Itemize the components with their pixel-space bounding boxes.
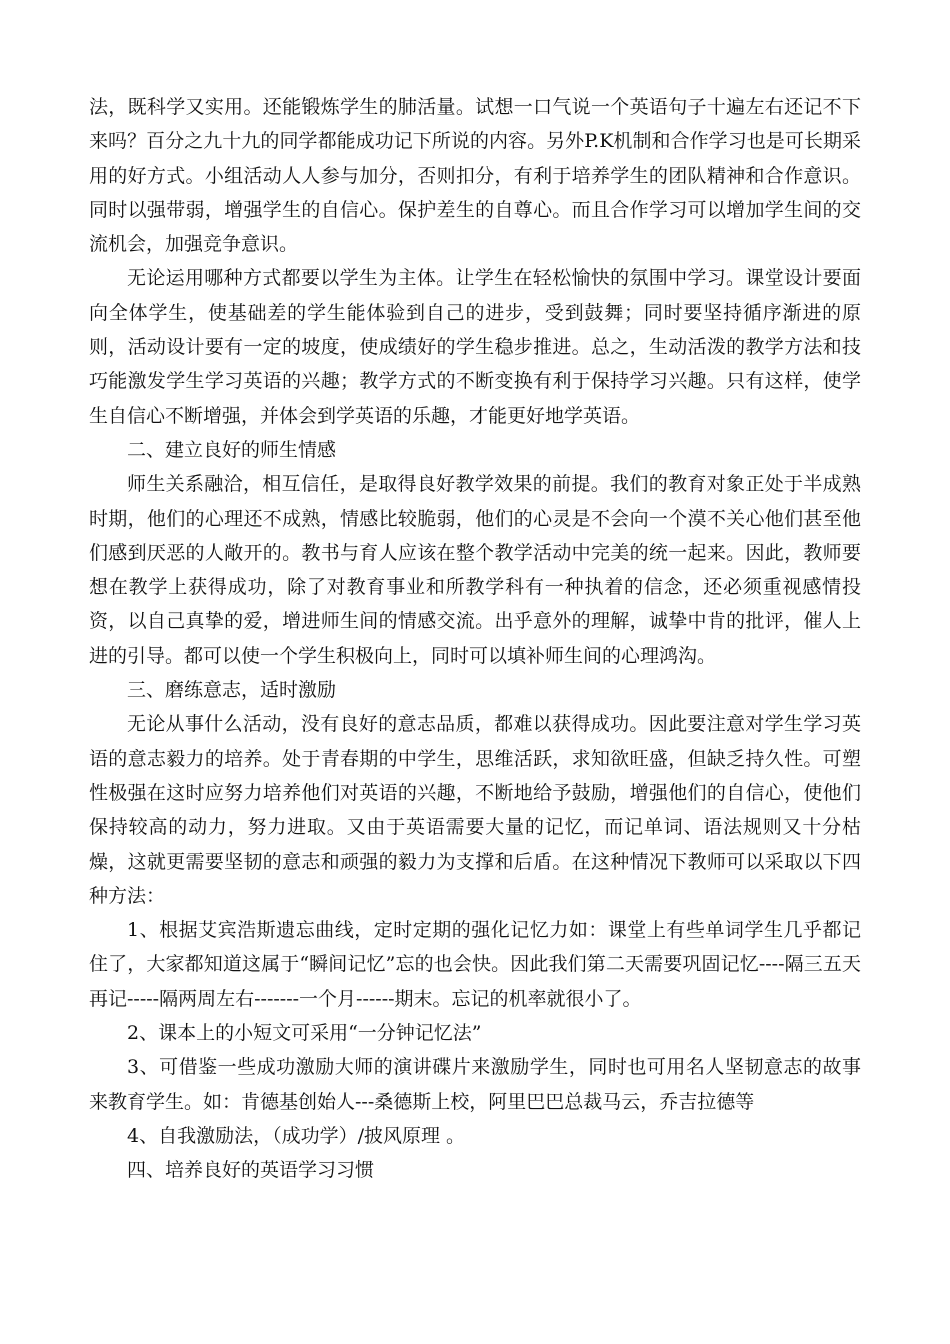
list-item-one-minute-memory: 2、课本上的小短文可采用“一分钟记忆法” [127,1022,482,1045]
paragraph-method-practical: 法，既科学又实用。还能锻炼学生的肺活量。试想一口气说一个英语句子十遍左右还记不下来吗？百分之九十九的同学都能成功记下所说的内容。另外P.K机制和合作学习也是可长期采用的好方式。小组活动人人参与加分，否则扣分，有利于培养学生的团队精神和合作意识。同时以强带弱，增强学生的自信心。保护差生的自尊心。而且合作学习可以增加学生间的交流机会，加强竞争意识。 [89,96,861,256]
list-item-self-motivation: 4、自我激励法，（成功学）/披风原理 。 [127,1124,466,1147]
paragraph-teacher-student-relationship: 师生关系融洽，相互信任，是取得良好教学效果的前提。我们的教育对象正处于半成熟时期，他们的心理还不成熟，情感比较脆弱，他们的心灵是不会向一个漠不关心他们甚至他们感到厌恶的人敞开的。教书与育人应该在整个教学活动中完美的统一起来。因此，教师要想在教学上获得成功，除了对教育事业和所教学科有一种执着的信念，还必须重视感情投资，以自己真挚的爱，增进师生间的情感交流。出乎意外的理解，诚挚中肯的批评，催人上进的引导。都可以使一个学生积极向上，同时可以填补师生间的心理鸿沟。 [89,473,861,667]
document-page [89,90,861,1188]
list-item-forgetting-curve: 1、根据艾宾浩斯遗忘曲线，定时定期的强化记忆力如：课堂上有些单词学生几乎都记住了，大家都知道这属于“瞬间记忆”忘的也会快。因此我们第二天需要巩固记忆----隔三五天再记-----隔两周左右-------一个月------期末。忘记的机率就很小了。 [89,919,861,1010]
paragraph-willpower: 无论从事什么活动，没有良好的意志品质，都难以获得成功。因此要注意对学生学习英语的意志毅力的培养。处于青春期的中学生，思维活跃，求知欲旺盛，但缺乏持久性。可塑性极强在这时应努力培养他们对英语的兴趣，不断地给予鼓励，增强他们的自信心，使他们保持较高的动力，努力进取。又由于英语需要大量的记忆，而记单词、语法规则又十分枯燥，这就更需要坚韧的意志和顽强的毅力为支撑和后盾。在这种情况下教师可以采取以下四种方法： [89,713,861,907]
section-heading-study-habits: 四、培养良好的英语学习习惯 [127,1159,375,1182]
section-heading-willpower: 三、磨练意志，适时激励 [127,679,337,702]
list-item-motivational-speeches: 3、可借鉴一些成功激励大师的演讲碟片来激励学生，同时也可用名人坚韧意志的故事来教育学生。如：肯德基创始人---桑德斯上校，阿里巴巴总裁马云，乔吉拉德等 [89,1056,861,1113]
paragraph-student-centered: 无论运用哪种方式都要以学生为主体。让学生在轻松愉快的氛围中学习。课堂设计要面向全体学生，使基础差的学生能体验到自己的进步，受到鼓舞；同时要坚持循序渐进的原则，活动设计要有一定的坡度，使成绩好的学生稳步推进。总之，生动活泼的教学方法和技巧能激发学生学习英语的兴趣；教学方式的不断变换有利于保持学习兴趣。只有这样，使学生自信心不断增强，并体会到学英语的乐趣，才能更好地学英语。 [89,267,861,427]
section-heading-teacher-student: 二、建立良好的师生情感 [127,438,337,461]
